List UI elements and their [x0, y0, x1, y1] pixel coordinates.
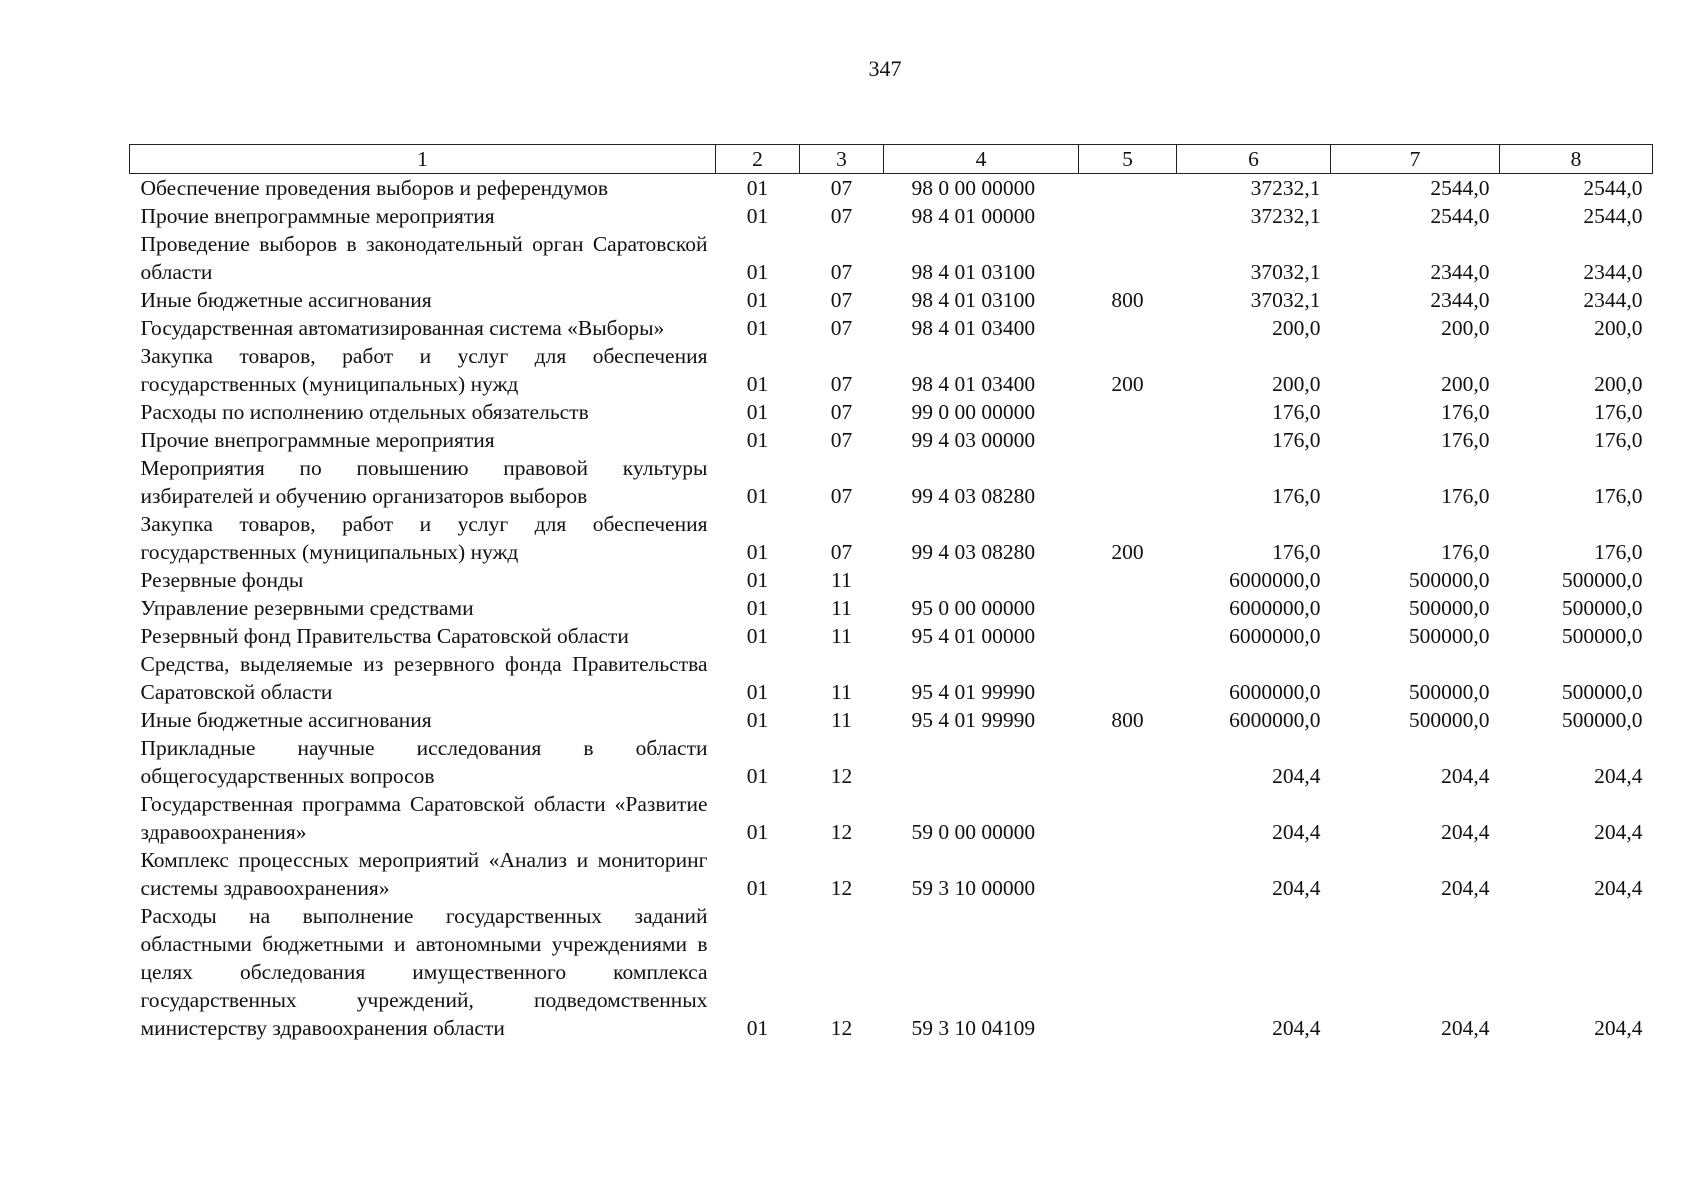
cell-expense-type	[1079, 426, 1177, 454]
cell-subsection: 07	[830, 400, 853, 424]
cell-subsection: 11	[831, 596, 852, 620]
table-body	[130, 174, 1653, 1043]
cell-subsection: 07	[830, 204, 853, 228]
cell-expense-type	[1079, 622, 1177, 650]
cell-target-article: 98 0 00 00000	[911, 176, 1036, 200]
cell-amount-col7: 204,4	[1441, 1016, 1490, 1040]
cell-name: Управление резервными средствами	[140, 596, 474, 620]
table-row	[130, 286, 1653, 314]
cell-subsection: 07	[830, 316, 853, 340]
cell-subsection: 11	[831, 680, 852, 704]
table-row	[130, 342, 1653, 398]
cell-amount-col6: 204,4	[1272, 820, 1321, 844]
cell-amount-col8: 2344,0	[1583, 260, 1643, 284]
cell-amount-col8: 176,0	[1594, 400, 1643, 424]
cell-expense-type	[1079, 594, 1177, 622]
cell-name: Прикладные научные исследования в области общегосударственных вопросов	[140, 736, 708, 788]
table-row	[130, 398, 1653, 426]
cell-amount-col8: 204,4	[1594, 1016, 1643, 1040]
cell-amount-col6: 204,4	[1272, 876, 1321, 900]
table-row	[130, 202, 1653, 230]
cell-name: Мероприятия по повышению правовой культуры избирателей и обучению организаторов выборов	[140, 456, 708, 508]
cell-section: 01	[746, 260, 769, 284]
cell-amount-col6: 37232,1	[1250, 204, 1321, 228]
table-row	[130, 706, 1653, 734]
cell-target-article: 99 0 00 00000	[911, 400, 1036, 424]
cell-amount-col6: 176,0	[1272, 400, 1321, 424]
cell-section: 01	[746, 484, 769, 508]
cell-amount-col6: 204,4	[1272, 1016, 1321, 1040]
cell-name: Расходы по исполнению отдельных обязательств	[140, 400, 589, 424]
table-row	[130, 594, 1653, 622]
cell-target-article: 98 4 01 03100	[911, 260, 1036, 284]
cell-amount-col6: 6000000,0	[1229, 596, 1321, 620]
cell-amount-col7: 500000,0	[1408, 680, 1490, 704]
cell-name: Обеспечение проведения выборов и референдумов	[140, 176, 609, 200]
cell-amount-col7: 200,0	[1441, 316, 1490, 340]
cell-section: 01	[746, 680, 769, 704]
cell-subsection: 07	[830, 288, 853, 312]
table-row	[130, 314, 1653, 342]
cell-amount-col6: 176,0	[1272, 428, 1321, 452]
cell-target-article: 99 4 03 00000	[911, 428, 1036, 452]
cell-amount-col8: 200,0	[1594, 316, 1643, 340]
cell-section: 01	[746, 372, 769, 396]
cell-amount-col7: 200,0	[1441, 372, 1490, 396]
cell-name: Проведение выборов в законодательный орган Саратовской области	[140, 232, 708, 284]
header-row	[130, 145, 1653, 174]
cell-expense-type	[1079, 846, 1177, 902]
cell-amount-col8: 500000,0	[1561, 680, 1643, 704]
cell-amount-col6: 6000000,0	[1229, 624, 1321, 648]
cell-amount-col8: 176,0	[1594, 428, 1643, 452]
cell-amount-col6: 176,0	[1272, 484, 1321, 508]
cell-amount-col8: 2544,0	[1583, 176, 1643, 200]
table-row	[130, 650, 1653, 706]
cell-target-article: 95 4 01 99990	[911, 708, 1036, 732]
cell-amount-col8: 204,4	[1594, 820, 1643, 844]
cell-target-article	[884, 734, 1079, 790]
column-header: 8	[1500, 145, 1653, 174]
cell-expense-type	[1079, 454, 1177, 510]
cell-target-article: 98 4 01 03400	[911, 372, 1036, 396]
cell-section: 01	[746, 568, 769, 592]
cell-target-article: 59 3 10 00000	[911, 876, 1036, 900]
cell-amount-col6: 6000000,0	[1229, 568, 1321, 592]
cell-expense-type	[1079, 650, 1177, 706]
cell-amount-col6: 37032,1	[1250, 288, 1321, 312]
cell-amount-col7: 176,0	[1441, 428, 1490, 452]
cell-target-article: 98 4 01 00000	[911, 204, 1036, 228]
cell-target-article: 98 4 01 03400	[911, 316, 1036, 340]
cell-amount-col7: 204,4	[1441, 876, 1490, 900]
table-row	[130, 566, 1653, 594]
cell-amount-col8: 2344,0	[1583, 288, 1643, 312]
cell-amount-col7: 500000,0	[1408, 708, 1490, 732]
cell-name: Расходы на выполнение государственных заданий областными бюджетными и автономными учреждениями в целях обследования имущественного комплекса государственных учреждений, подведомственных министерству здравоохранения области	[140, 904, 708, 1040]
cell-amount-col7: 176,0	[1441, 400, 1490, 424]
cell-amount-col8: 200,0	[1594, 372, 1643, 396]
cell-amount-col8: 500000,0	[1561, 708, 1643, 732]
table-row	[130, 790, 1653, 846]
cell-section: 01	[746, 400, 769, 424]
cell-subsection: 07	[830, 540, 853, 564]
cell-subsection: 07	[830, 372, 853, 396]
cell-expense-type	[1079, 902, 1177, 1042]
cell-expense-type	[1079, 790, 1177, 846]
cell-name: Резервные фонды	[140, 568, 304, 592]
cell-name: Комплекс процессных мероприятий «Анализ и мониторинг системы здравоохранения»	[140, 848, 708, 900]
cell-expense-type	[1079, 314, 1177, 342]
cell-name: Государственная программа Саратовской области «Развитие здравоохранения»	[140, 792, 708, 844]
cell-section: 01	[746, 624, 769, 648]
cell-subsection: 11	[831, 624, 852, 648]
cell-amount-col7: 176,0	[1441, 484, 1490, 508]
page-number: 347	[868, 56, 902, 81]
table-row	[130, 510, 1653, 566]
cell-expense-type	[1079, 566, 1177, 594]
cell-section: 01	[746, 764, 769, 788]
cell-name: Иные бюджетные ассигнования	[140, 288, 432, 312]
cell-name: Прочие внепрограммные мероприятия	[140, 428, 495, 452]
cell-name: Государственная автоматизированная система «Выборы»	[140, 316, 665, 340]
cell-section: 01	[746, 876, 769, 900]
column-header: 4	[884, 145, 1079, 174]
table-row	[130, 622, 1653, 650]
cell-target-article	[884, 566, 1079, 594]
table-row	[130, 426, 1653, 454]
cell-amount-col7: 500000,0	[1408, 624, 1490, 648]
cell-section: 01	[746, 204, 769, 228]
cell-section: 01	[746, 596, 769, 620]
cell-subsection: 12	[830, 820, 853, 844]
cell-target-article: 59 3 10 04109	[911, 1016, 1036, 1040]
cell-subsection: 07	[830, 260, 853, 284]
cell-amount-col8: 204,4	[1594, 876, 1643, 900]
cell-amount-col7: 500000,0	[1408, 568, 1490, 592]
cell-amount-col8: 204,4	[1594, 764, 1643, 788]
column-header: 7	[1331, 145, 1500, 174]
cell-amount-col8: 176,0	[1594, 540, 1643, 564]
cell-name: Закупка товаров, работ и услуг для обеспечения государственных (муниципальных) нужд	[140, 344, 708, 396]
cell-subsection: 12	[830, 1016, 853, 1040]
cell-subsection: 12	[830, 764, 853, 788]
cell-name: Иные бюджетные ассигнования	[140, 708, 432, 732]
cell-section: 01	[746, 428, 769, 452]
cell-section: 01	[746, 288, 769, 312]
table-row	[130, 902, 1653, 1042]
column-header: 6	[1177, 145, 1331, 174]
cell-subsection: 07	[830, 484, 853, 508]
cell-section: 01	[746, 708, 769, 732]
cell-section: 01	[746, 1016, 769, 1040]
cell-subsection: 11	[831, 708, 852, 732]
cell-expense-type	[1079, 202, 1177, 230]
cell-expense-type: 200	[1111, 372, 1144, 396]
cell-target-article: 99 4 03 08280	[911, 540, 1036, 564]
cell-name: Закупка товаров, работ и услуг для обеспечения государственных (муниципальных) нужд	[140, 512, 708, 564]
cell-target-article: 95 4 01 99990	[911, 680, 1036, 704]
cell-subsection: 12	[830, 876, 853, 900]
cell-amount-col6: 200,0	[1272, 372, 1321, 396]
cell-expense-type	[1079, 398, 1177, 426]
cell-amount-col7: 2544,0	[1430, 176, 1490, 200]
cell-expense-type	[1079, 174, 1177, 203]
cell-section: 01	[746, 820, 769, 844]
cell-amount-col8: 500000,0	[1561, 568, 1643, 592]
table-row	[130, 454, 1653, 510]
cell-name: Прочие внепрограммные мероприятия	[140, 204, 495, 228]
cell-amount-col6: 176,0	[1272, 540, 1321, 564]
cell-expense-type: 800	[1111, 288, 1144, 312]
cell-amount-col7: 500000,0	[1408, 596, 1490, 620]
cell-amount-col7: 2344,0	[1430, 288, 1490, 312]
cell-subsection: 11	[831, 568, 852, 592]
cell-section: 01	[746, 540, 769, 564]
cell-amount-col6: 6000000,0	[1229, 680, 1321, 704]
cell-amount-col6: 200,0	[1272, 316, 1321, 340]
cell-expense-type: 800	[1111, 708, 1144, 732]
cell-name: Резервный фонд Правительства Саратовской области	[140, 624, 629, 648]
budget-table	[129, 144, 1653, 1042]
cell-amount-col8: 500000,0	[1561, 596, 1643, 620]
cell-target-article: 98 4 01 03100	[911, 288, 1036, 312]
cell-amount-col7: 204,4	[1441, 820, 1490, 844]
column-header: 3	[800, 145, 884, 174]
cell-amount-col6: 37032,1	[1250, 260, 1321, 284]
cell-expense-type: 200	[1111, 540, 1144, 564]
cell-subsection: 07	[830, 176, 853, 200]
cell-amount-col8: 2544,0	[1583, 204, 1643, 228]
cell-amount-col7: 2544,0	[1430, 204, 1490, 228]
table-row	[130, 230, 1653, 286]
column-header: 2	[716, 145, 800, 174]
column-header: 5	[1079, 145, 1177, 174]
cell-target-article: 95 0 00 00000	[911, 596, 1036, 620]
cell-amount-col6: 6000000,0	[1229, 708, 1321, 732]
cell-amount-col8: 176,0	[1594, 484, 1643, 508]
cell-expense-type	[1079, 230, 1177, 286]
cell-target-article: 59 0 00 00000	[911, 820, 1036, 844]
table-row	[130, 174, 1653, 203]
cell-amount-col8: 500000,0	[1561, 624, 1643, 648]
table-row	[130, 846, 1653, 902]
cell-amount-col6: 204,4	[1272, 764, 1321, 788]
cell-name: Средства, выделяемые из резервного фонда Правительства Саратовской области	[140, 652, 708, 704]
cell-target-article: 95 4 01 00000	[911, 624, 1036, 648]
column-header: 1	[130, 145, 716, 174]
cell-subsection: 07	[830, 428, 853, 452]
cell-amount-col7: 2344,0	[1430, 260, 1490, 284]
cell-target-article: 99 4 03 08280	[911, 484, 1036, 508]
cell-amount-col6: 37232,1	[1250, 176, 1321, 200]
cell-amount-col7: 204,4	[1441, 764, 1490, 788]
cell-section: 01	[746, 176, 769, 200]
cell-amount-col7: 176,0	[1441, 540, 1490, 564]
cell-section: 01	[746, 316, 769, 340]
table-row	[130, 734, 1653, 790]
cell-expense-type	[1079, 734, 1177, 790]
